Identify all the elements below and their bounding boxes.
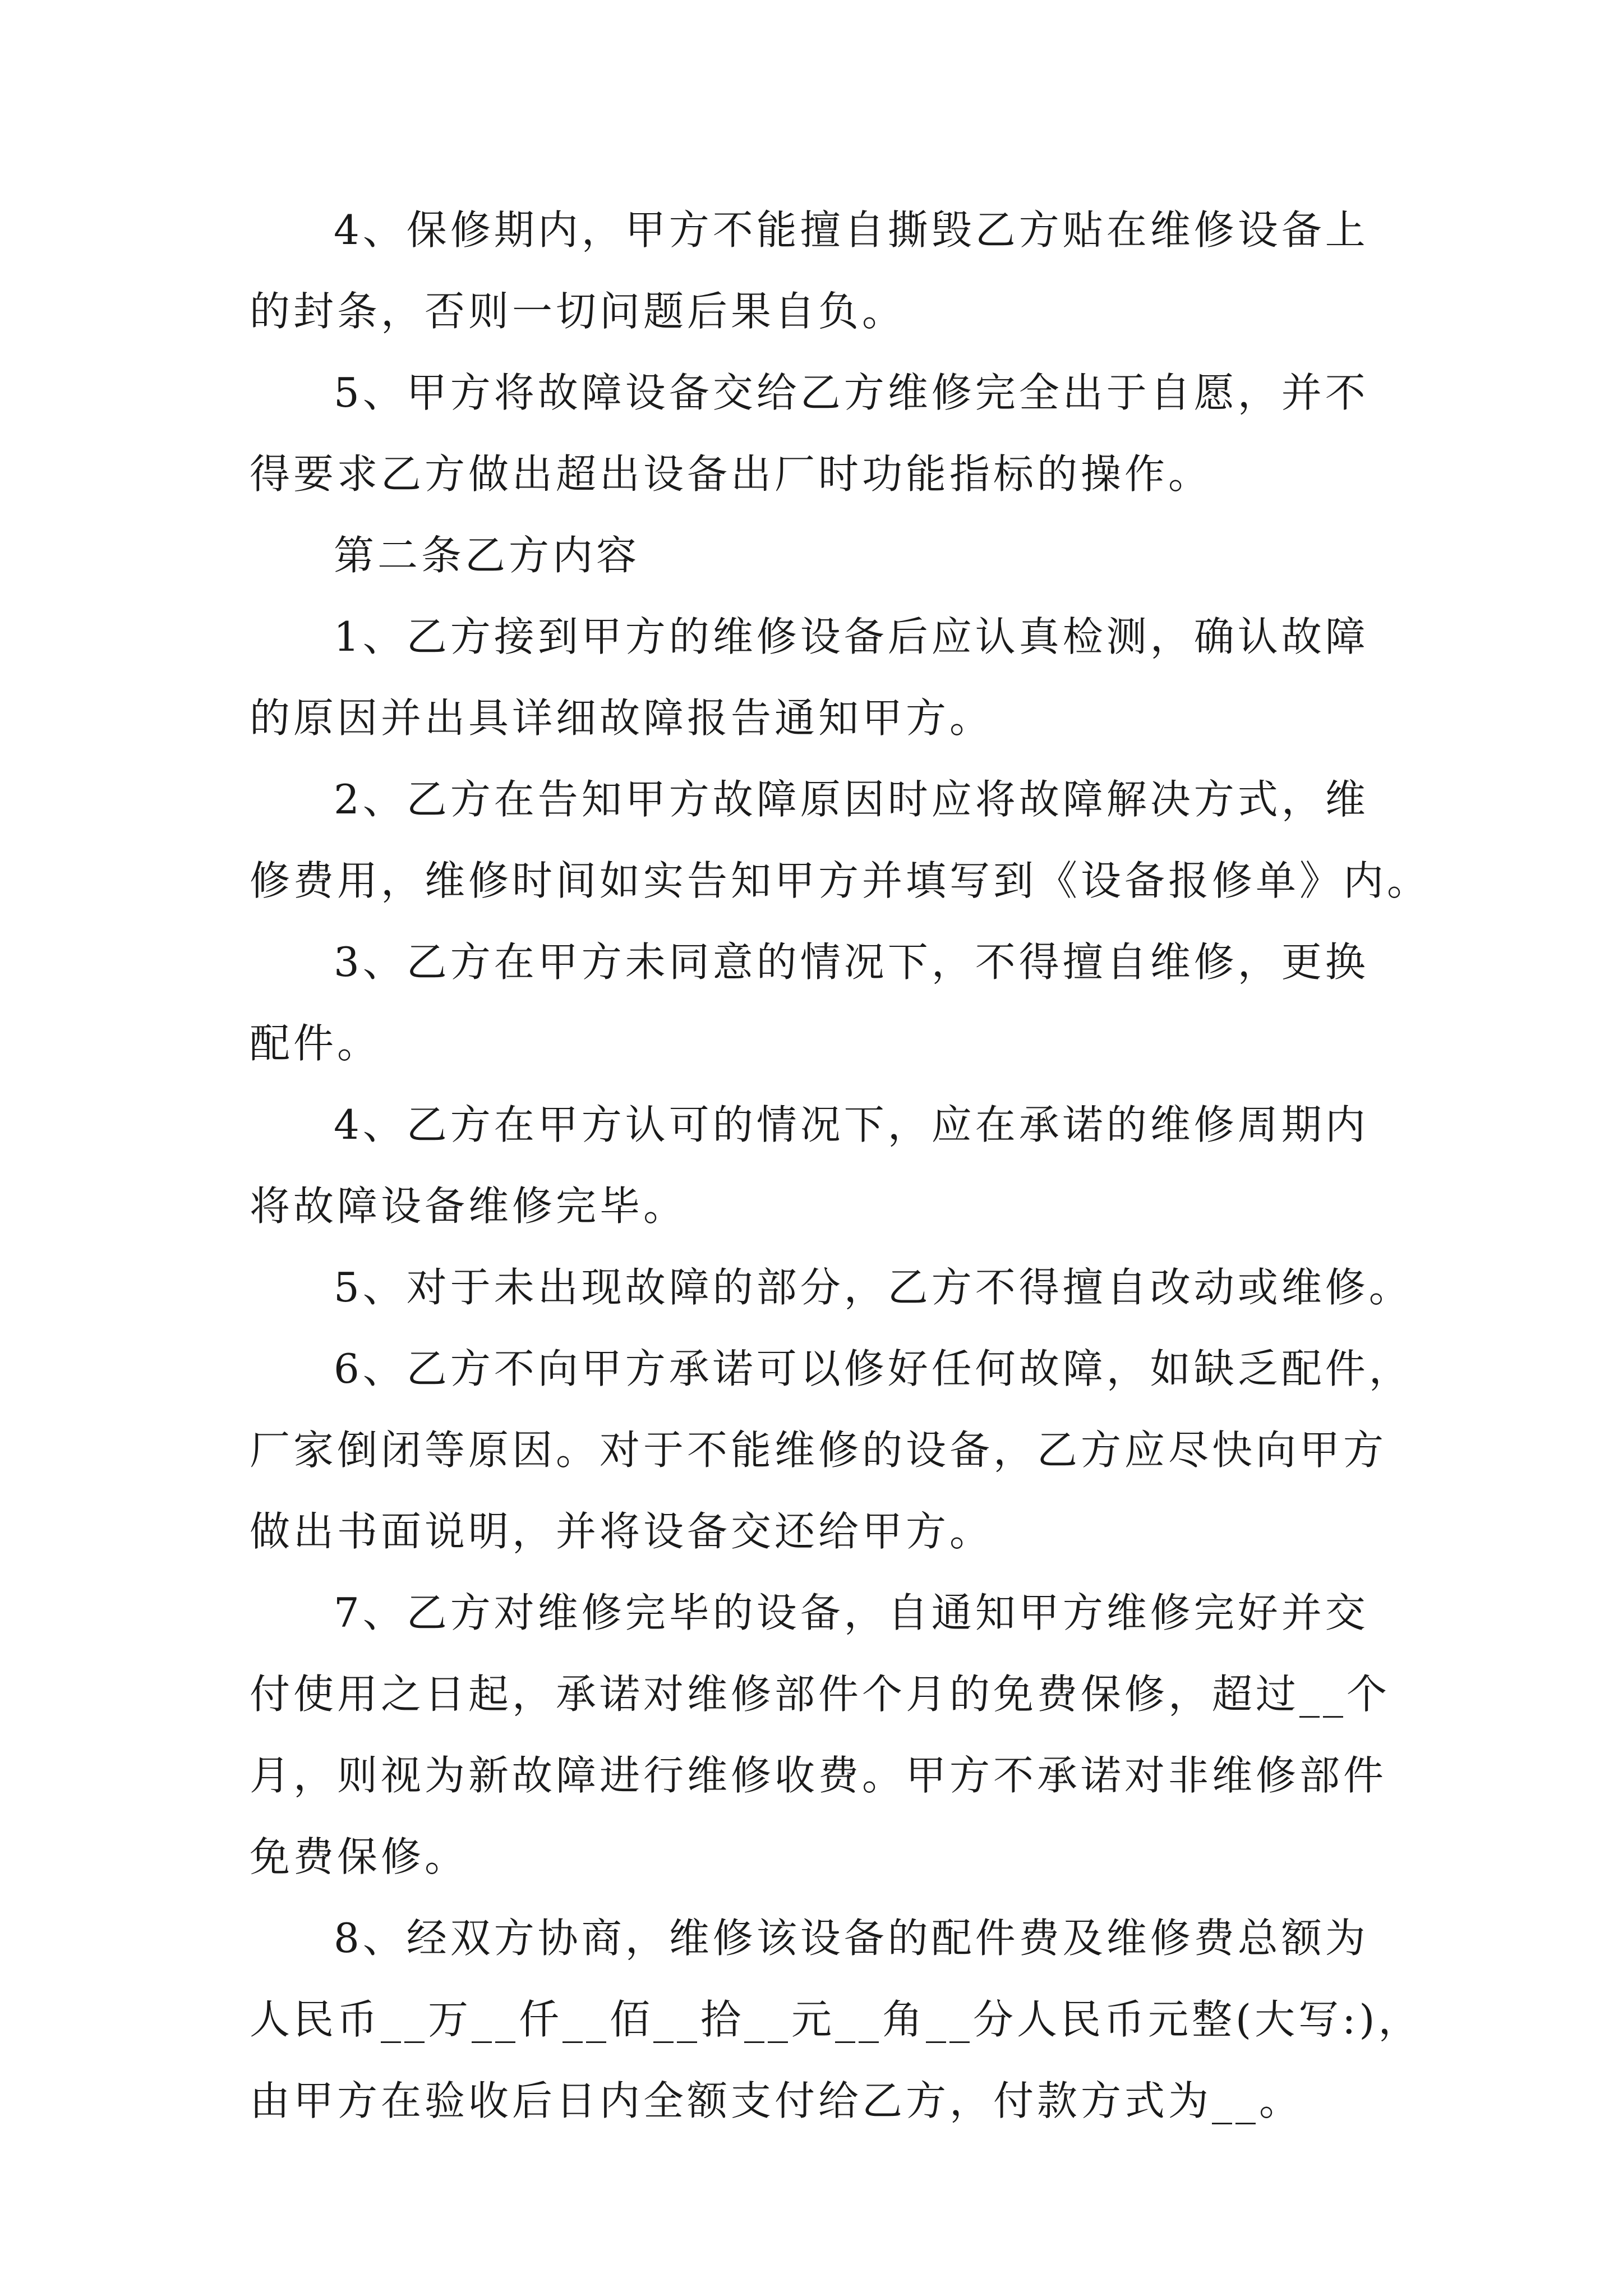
- text-line: 2、乙方在告知甲方故障原因时应将故障解决方式，维: [334, 776, 1369, 823]
- text-line: 4、保修期内，甲方不能擅自撕毁乙方贴在维修设备上: [334, 206, 1369, 254]
- text-line: 免费保修。: [250, 1833, 469, 1880]
- text-line: 8、经双方协商，维修该设备的配件费及维修费总额为: [334, 1915, 1369, 1962]
- text-line: 1、乙方接到甲方的维修设备后应认真检测，确认故障: [334, 613, 1369, 660]
- text-line: 月，则视为新故障进行维修收费。甲方不承诺对非维修部件: [250, 1752, 1387, 1799]
- text-line: 的封条，否则一切问题后果自负。: [250, 288, 906, 335]
- text-line: 得要求乙方做出超出设备出厂时功能指标的操作。: [250, 450, 1212, 498]
- text-line: 配件。: [250, 1020, 381, 1067]
- text-line: 由甲方在验收后日内全额支付给乙方，付款方式为__。: [250, 2077, 1303, 2124]
- text-line: 5、甲方将故障设备交给乙方维修完全出于自愿，并不: [334, 369, 1369, 416]
- text-line: 付使用之日起，承诺对维修部件个月的免费保修，超过__个: [250, 1671, 1391, 1718]
- text-line: 6、乙方不向甲方承诺可以修好任何故障，如缺乏配件，: [334, 1345, 1413, 1392]
- text-line: 修费用，维修时间如实告知甲方并填写到《设备报修单》内。: [250, 857, 1431, 904]
- text-line: 7、乙方对维修完毕的设备，自通知甲方维修完好并交: [334, 1589, 1369, 1636]
- text-line: 人民币__万__仟__佰__拾__元__角__分人民币元整(大写:)，: [250, 1996, 1422, 2043]
- text-line: 做出书面说明，并将设备交还给甲方。: [250, 1508, 994, 1555]
- text-line: 的原因并出具详细故障报告通知甲方。: [250, 694, 994, 742]
- section-heading: 第二条乙方内容: [334, 532, 640, 579]
- text-line: 5、对于未出现故障的部分，乙方不得擅自改动或维修。: [334, 1264, 1413, 1311]
- text-line: 4、乙方在甲方认可的情况下，应在承诺的维修周期内: [334, 1101, 1369, 1148]
- text-line: 厂家倒闭等原因。对于不能维修的设备，乙方应尽快向甲方: [250, 1427, 1387, 1474]
- text-line: 3、乙方在甲方未同意的情况下，不得擅自维修，更换: [334, 938, 1369, 986]
- text-line: 将故障设备维修完毕。: [250, 1182, 688, 1230]
